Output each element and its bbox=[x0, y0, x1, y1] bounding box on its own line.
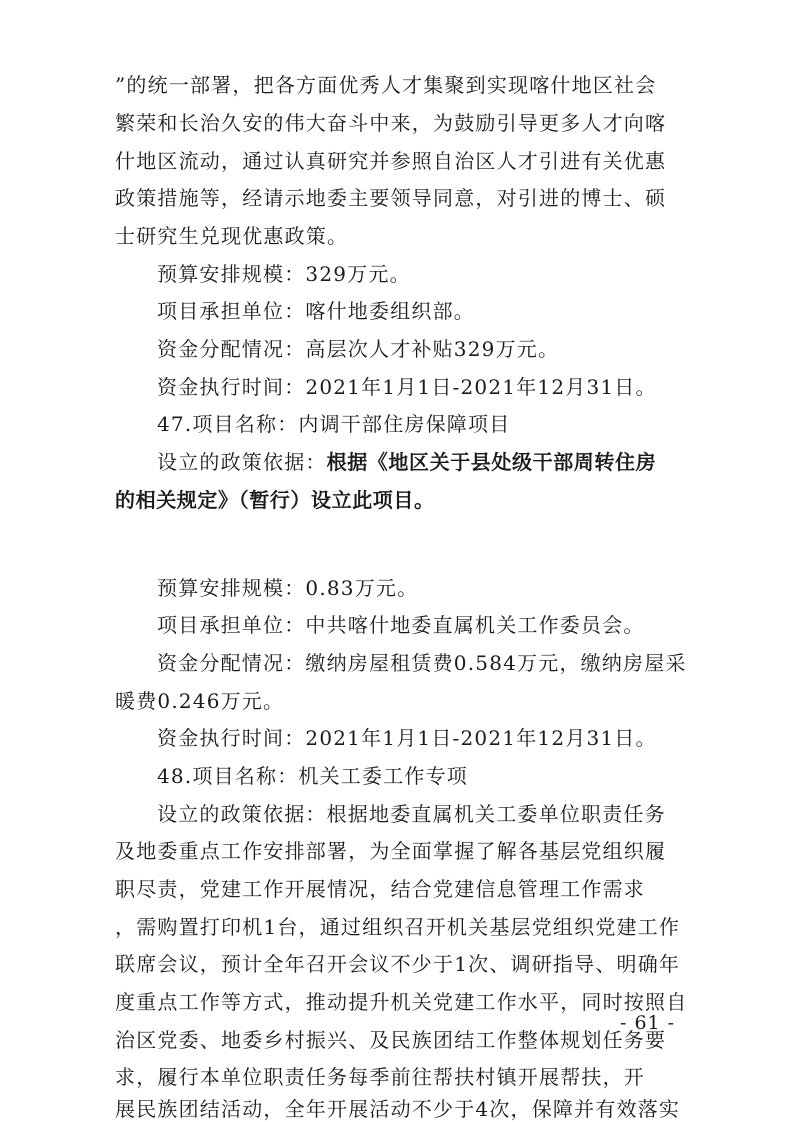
responsible-unit: 项目承担单位：喀什地委组织部。 bbox=[157, 299, 475, 323]
page-number: - 61 - bbox=[620, 1012, 676, 1034]
responsible-unit: 项目承担单位：中共喀什地委直属机关工作委员会。 bbox=[157, 613, 645, 637]
project-heading-47: 47.项目名称：内调干部住房保障项目 bbox=[157, 412, 511, 436]
budget-scale: 预算安排规模：329万元。 bbox=[157, 262, 411, 286]
text-line: 什地区流动，通过认真研究并参照自治区人才引进有关优惠 bbox=[115, 149, 667, 173]
text-line: ，需购置打印机1台，通过组织召开机关基层党组织党建工作 bbox=[115, 915, 681, 939]
fund-allocation: 资金分配情况：缴纳房屋租赁费0.584万元，缴纳房屋采 bbox=[157, 651, 687, 675]
policy-basis bbox=[157, 449, 656, 475]
text-line: 度重点工作等方式，推动提升机关党建工作水平，同时按照自 bbox=[115, 990, 688, 1014]
text-line-bold: 的相关规定》（暂行）设立此项目。 bbox=[115, 488, 435, 512]
text-line: 联席会议，预计全年召开会议不少于1次、调研指导、明确年 bbox=[115, 952, 681, 976]
policy-basis-label: 设立的政策依据： bbox=[157, 450, 327, 474]
text-line: 治区党委、地委乡村振兴、及民族团结工作整体规划任务要 bbox=[115, 1028, 667, 1052]
execution-period: 资金执行时间：2021年1月1日-2021年12月31日。 bbox=[157, 726, 657, 750]
text-line: 及地委重点工作安排部署，为全面掌握了解各基层党组织履 bbox=[115, 839, 667, 863]
execution-period: 资金执行时间：2021年1月1日-2021年12月31日。 bbox=[157, 375, 657, 399]
text-line: 繁荣和长治久安的伟大奋斗中来，为鼓励引导更多人才向喀 bbox=[115, 111, 667, 135]
text-line: 暖费0.246万元。 bbox=[115, 689, 285, 713]
budget-scale: 预算安排规模：0.83万元。 bbox=[157, 576, 419, 600]
text-line: 展民族团结活动，全年开展活动不少于4次，保障并有效落实 bbox=[115, 1097, 681, 1121]
policy-basis: 设立的政策依据：根据地委直属机关工委单位职责任务 bbox=[157, 802, 666, 826]
text-line: ”的统一部署，把各方面优秀人才集聚到实现喀什地区社会 bbox=[115, 73, 657, 97]
text-line: 职尽责，党建工作开展情况，结合党建信息管理工作需求 bbox=[115, 877, 645, 901]
policy-basis-bold-text: 根据《地区关于县处级干部周转住房 bbox=[326, 450, 657, 474]
text-line: 政策措施等，经请示地委主要领导同意，对引进的博士、硕 bbox=[115, 186, 667, 210]
project-heading-48: 48.项目名称：机关工委工作专项 bbox=[157, 764, 469, 788]
fund-allocation: 资金分配情况：高层次人才补贴329万元。 bbox=[157, 337, 560, 361]
text-line: 士研究生兑现优惠政策。 bbox=[115, 224, 349, 248]
text-line: 求，履行本单位职责任务每季前往帮扶村镇开展帮扶，开 bbox=[115, 1065, 645, 1089]
